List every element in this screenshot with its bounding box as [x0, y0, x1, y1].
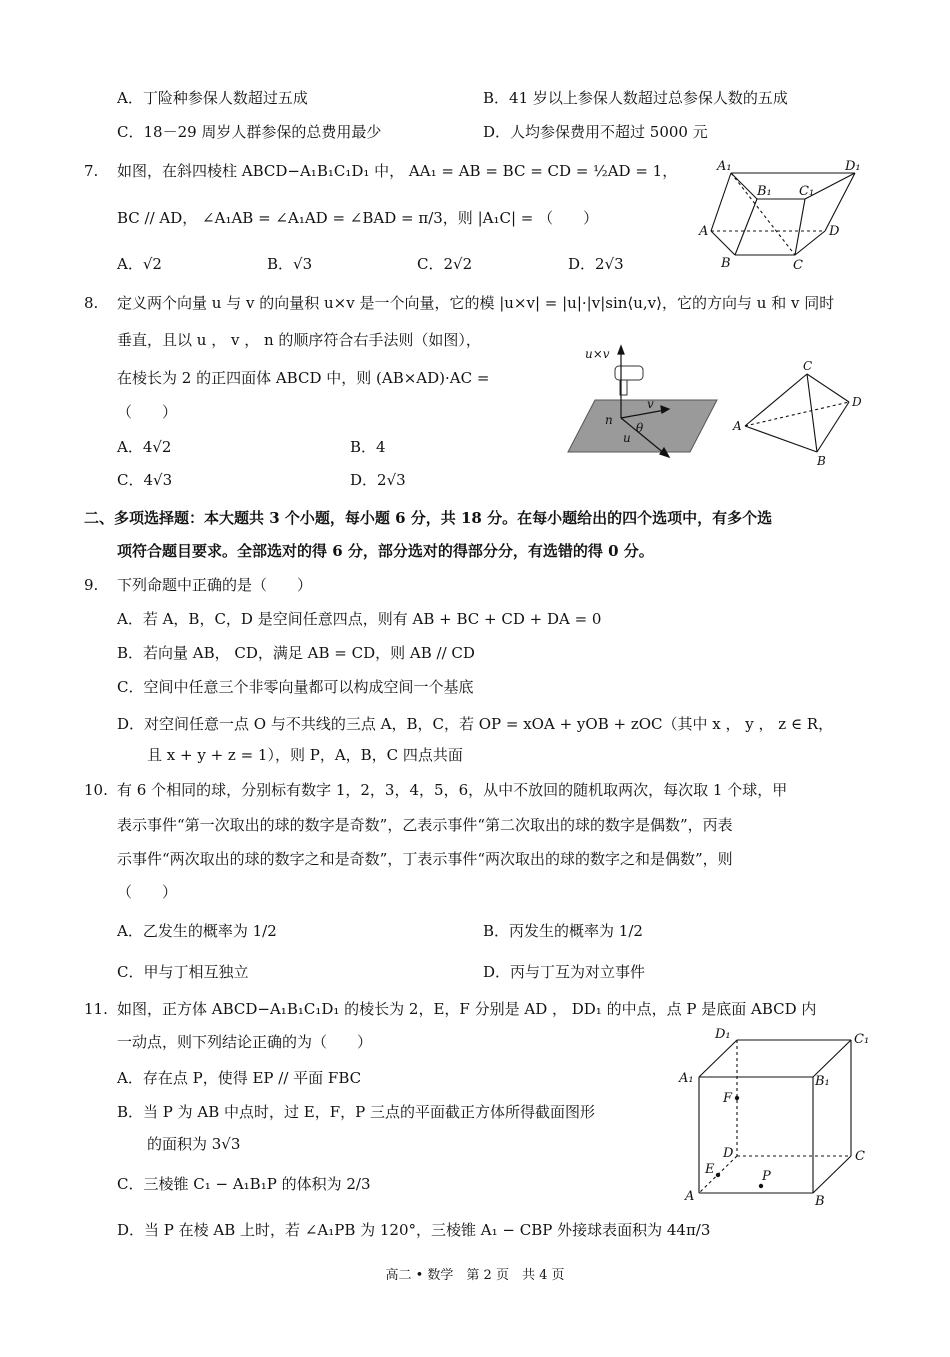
q8-label-a: A	[733, 419, 742, 433]
q7-stem-line1: 如图，在斜四棱柱 ABCD−A₁B₁C₁D₁ 中， AA₁ = AB = BC = CD = ½AD = 1，	[117, 162, 678, 180]
q11-option-b-line2: 的面积为 3√3	[147, 1135, 241, 1153]
q8-option-c: C．4√3	[117, 471, 173, 489]
q8-stem-line2: 垂直，且以 u ， v ， n 的顺序符合右手法则（如图），	[117, 331, 481, 349]
q8-stem-line3: 在棱长为 2 的正四面体 ABCD 中，则 (AB×AD)·AC =	[117, 369, 490, 387]
q6-option-c: C．18－29 周岁人群参保的总费用最少	[117, 123, 382, 141]
q7-label-c: C	[793, 258, 803, 273]
q10-stem-line4: （ ）	[117, 883, 178, 901]
q10-number: 10.	[84, 781, 108, 799]
q7-number: 7.	[84, 162, 99, 180]
q11-label-b1: B₁	[815, 1074, 830, 1089]
q9-option-c: C．空间中任意三个非零向量都可以构成空间一个基底	[117, 678, 474, 696]
q8-label-u: u	[623, 431, 631, 445]
q8-label-theta: θ	[636, 421, 644, 435]
page-footer: 高二 • 数学 第 2 页 共 4 页	[385, 1268, 565, 1283]
q11-number: 11.	[84, 1000, 108, 1018]
q11-label-f: F	[723, 1091, 733, 1106]
q11-label-a: A	[685, 1189, 695, 1204]
q11-option-c: C．三棱锥 C₁ − A₁B₁P 的体积为 2/3	[117, 1175, 371, 1193]
q11-stem-line2: 一动点，则下列结论正确的为（ ）	[117, 1033, 373, 1051]
q11-label-p: P	[762, 1169, 771, 1184]
q8-label-v: v	[647, 397, 654, 411]
q8-stem-line4: （ ）	[117, 403, 178, 421]
q7-label-a: A	[699, 224, 709, 239]
q7-label-c1: C₁	[799, 184, 815, 199]
q7-label-a1: A₁	[717, 159, 732, 174]
q9-option-d-line2: 且 x + y + z = 1），则 P，A，B，C 四点共面	[147, 746, 463, 764]
q8-option-d: D．2√3	[350, 471, 406, 489]
q11-cube-figure	[675, 1025, 875, 1210]
q7-label-b: B	[721, 256, 731, 271]
q11-option-a: A．存在点 P，使得 EP // 平面 FBC	[117, 1069, 362, 1087]
section2-line1: 二、多项选择题：本大题共 3 个小题，每小题 6 分，共 18 分。在每小题给出的四个选项中，有多个选	[84, 509, 773, 527]
q10-option-b: B．丙发生的概率为 1/2	[483, 922, 643, 940]
q7-prism-figure	[695, 155, 870, 273]
q9-option-d-line1: D．对空间任意一点 O 与不共线的三点 A，B，C，若 OP = xOA + yOB + zOC（其中 x ， y ， z ∈ R，	[117, 715, 834, 733]
q11-stem-line1: 如图，正方体 ABCD−A₁B₁C₁D₁ 的棱长为 2，E，F 分别是 AD ， DD₁ 的中点，点 P 是底面 ABCD 内	[117, 1000, 817, 1018]
q10-stem-line2: 表示事件“第一次取出的球的数字是奇数”，乙表示事件“第二次取出的球的数字是偶数”，丙表	[117, 816, 733, 834]
q9-stem: 下列命题中正确的是（ ）	[117, 576, 313, 594]
q8-option-a: A．4√2	[117, 438, 172, 456]
q11-option-d: D．当 P 在棱 AB 上时，若 ∠A₁PB 为 120°，三棱锥 A₁ − CBP 外接球表面积为 44π/3	[117, 1221, 711, 1239]
q8-number: 8.	[84, 294, 99, 312]
q7-option-b: B．√3	[267, 255, 313, 273]
q11-label-d1: D₁	[715, 1027, 731, 1042]
q10-option-a: A．乙发生的概率为 1/2	[117, 922, 277, 940]
q8-figure	[565, 340, 870, 470]
q10-option-d: D．丙与丁互为对立事件	[483, 963, 646, 981]
q11-label-b: B	[815, 1194, 825, 1209]
q8-stem-line1: 定义两个向量 u 与 v 的向量积 u×v 是一个向量，它的模 |u×v| = |u|·|v|sin⟨u,v⟩，它的方向与 u 和 v 同时	[117, 294, 835, 312]
q7-option-c: C．2√2	[417, 255, 473, 273]
q7-label-b1: B₁	[757, 184, 772, 199]
q6-option-d: D．人均参保费用不超过 5000 元	[483, 123, 708, 141]
q11-label-c1: C₁	[854, 1032, 870, 1047]
q9-option-b: B．若向量 AB， CD，满足 AB = CD，则 AB // CD	[117, 644, 475, 662]
q8-label-c: C	[803, 359, 813, 373]
q9-option-a: A．若 A，B，C，D 是空间任意四点，则有 AB + BC + CD + DA = 0	[117, 610, 602, 628]
q11-option-b-line1: B．当 P 为 AB 中点时，过 E，F，P 三点的平面截正方体所得截面图形	[117, 1103, 596, 1121]
q8-label-b: B	[817, 454, 826, 468]
q7-stem-line2: BC // AD， ∠A₁AB = ∠A₁AD = ∠BAD = π/3，则 |A₁C| = （ ）	[117, 209, 599, 227]
q6-option-a: A．丁险种参保人数超过五成	[117, 89, 308, 107]
q7-label-d1: D₁	[845, 159, 861, 174]
q10-stem-line3: 示事件“两次取出的球的数字之和是奇数”，丁表示事件“两次取出的球的数字之和是偶数”，则	[117, 850, 733, 868]
q9-number: 9.	[84, 576, 99, 594]
hand-icon	[615, 366, 643, 395]
q8-label-d: D	[852, 395, 862, 409]
q11-label-c: C	[855, 1149, 865, 1164]
q11-label-a1: A₁	[679, 1071, 694, 1086]
q10-option-c: C．甲与丁相互独立	[117, 963, 249, 981]
q8-label-uxv: u×v	[585, 347, 610, 361]
q7-option-a: A．√2	[117, 255, 162, 273]
q7-option-d: D．2√3	[568, 255, 624, 273]
q11-label-d: D	[723, 1146, 734, 1161]
q10-stem-line1: 有 6 个相同的球，分别标有数字 1，2，3，4，5，6，从中不放回的随机取两次，每次取 1 个球，甲	[117, 781, 788, 799]
section2-line2: 项符合题目要求。全部选对的得 6 分，部分选对的得部分分，有选错的得 0 分。	[117, 542, 654, 560]
q6-option-b: B．41 岁以上参保人数超过总参保人数的五成	[483, 89, 788, 107]
q11-label-e: E	[705, 1162, 715, 1177]
q7-label-d: D	[829, 224, 840, 239]
q8-label-n: n	[605, 413, 613, 427]
q8-option-b: B．4	[350, 438, 386, 456]
